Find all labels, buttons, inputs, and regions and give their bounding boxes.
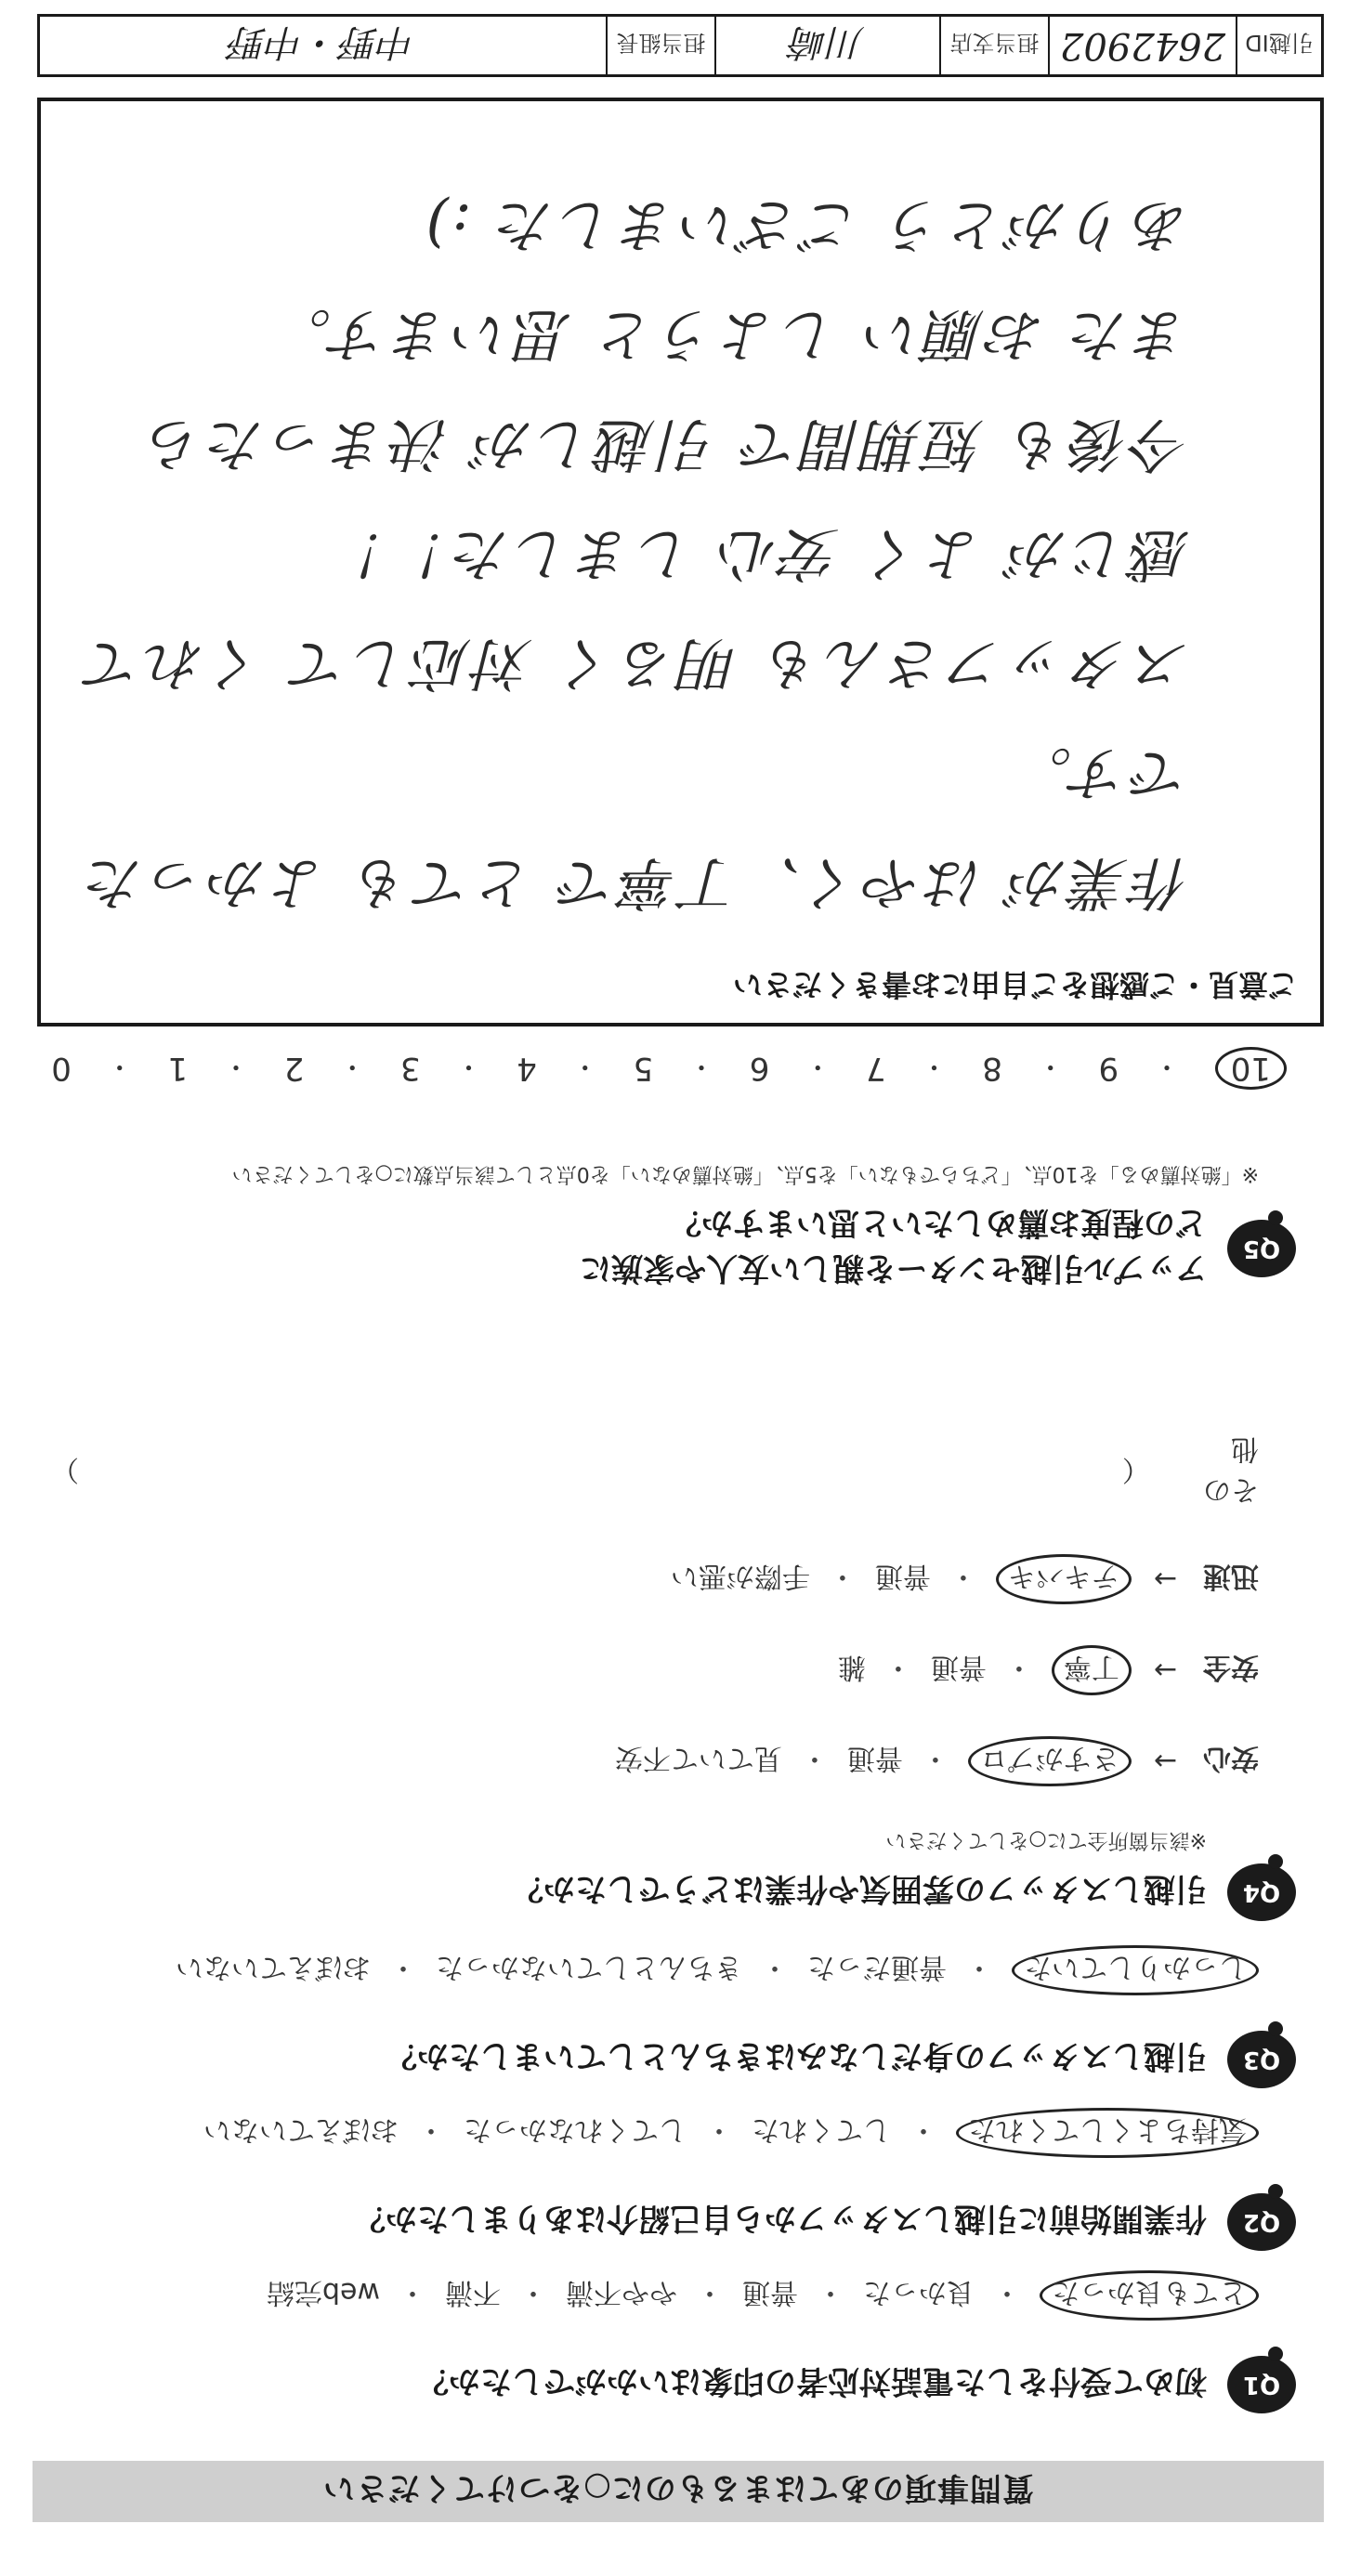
scale-value[interactable]: 5 <box>633 1050 654 1087</box>
q1-option-4[interactable]: やや不満 <box>566 2276 677 2308</box>
scale-value[interactable]: 9 <box>1098 1050 1119 1087</box>
question-q2 <box>51 2108 1296 2251</box>
q1-text: 初めて受付をした電話対応者の印象はいかがでしたか？ <box>417 2362 1207 2400</box>
q3-option-2[interactable]: 普通だった <box>807 1951 947 1983</box>
q2-text: 作業開始前に引越しスタッフから自己紹介はありましたか？ <box>354 2200 1207 2238</box>
person-value: 中野・中野 <box>229 20 416 64</box>
scale-value[interactable]: 8 <box>982 1050 1002 1087</box>
branch-label: 担当支店 <box>939 17 1048 74</box>
q4-other-row: その他 （ ） <box>51 1432 1259 1513</box>
q4-anzen-option-3[interactable]: 雑 <box>837 1651 866 1683</box>
q5-text-line2: どの程度お薦めしたいと思いますか？ <box>670 1204 1207 1241</box>
comment-line: 作業が はやく、丁寧で とても よかった です。 <box>83 739 1190 917</box>
q2-option-2[interactable]: してくれた <box>752 2113 891 2146</box>
q4-anshin-option-3[interactable]: 見ていて不安 <box>614 1742 782 1774</box>
q3-option-1[interactable]: しっかりしていた <box>1012 1945 1259 1995</box>
q1-option-2[interactable]: 良かった <box>863 2276 975 2308</box>
q5-text-line1: アップル引越センターを親しい友人や家族に <box>580 1249 1207 1287</box>
scale-value[interactable]: 1 <box>167 1050 189 1087</box>
q4-row-label: 安全 <box>1203 1651 1259 1683</box>
q1-badge: Q1 <box>1227 2356 1296 2413</box>
comment-line: また お願い しようと 思います。 <box>269 301 1190 369</box>
q1-options: とても良かった ・ 良かった ・ 普通 ・ やや不満 ・ 不満 ・ web完結 <box>51 2270 1259 2321</box>
scale-value[interactable]: 2 <box>283 1050 305 1087</box>
q5-badge: Q5 <box>1227 1220 1296 1277</box>
question-q5 <box>51 1161 1296 1294</box>
q4-jinsoku-option-2[interactable]: 普通 <box>874 1560 931 1592</box>
q5-scale: 10 ・ 9 ・ 8 ・ 7 ・ 6 ・ 5 ・ 4 ・ 3 ・ 2 ・ 1 ・ 0 <box>51 1047 1287 1090</box>
q4-row-jinsoku: 迅速 → テキパキ ・ 普通 ・ 手際が悪い <box>51 1554 1259 1604</box>
comment-box[interactable] <box>37 98 1324 1026</box>
q3-options: しっかりしていた ・ 普通だった ・ きちんとしていなかった ・ おぼえていない <box>51 1945 1259 1995</box>
question-q1 <box>51 2270 1296 2413</box>
question-q3 <box>51 1945 1296 2088</box>
scale-value[interactable]: 10 <box>1215 1047 1287 1090</box>
q4-anshin-option-1[interactable]: さすがプロ <box>968 1736 1132 1786</box>
q2-option-4[interactable]: おぼえていない <box>203 2113 399 2146</box>
q1-option-6[interactable]: web完結 <box>266 2276 380 2308</box>
q1-option-3[interactable]: 普通 <box>742 2276 798 2308</box>
arrow-icon: → <box>1153 1654 1177 1687</box>
id-value: 2642902 <box>1048 17 1236 74</box>
q4-other-label: その他 <box>1203 1432 1259 1506</box>
q3-option-3[interactable]: きちんとしていなかった <box>436 1951 742 1983</box>
comment-line: 感じが よく 安心 しました！！ <box>326 520 1190 588</box>
q4-row-anzen: 安全 → 丁寧 ・ 普通 ・ 雑 <box>51 1645 1259 1695</box>
q5-note: ※「絶対薦める」を10点、「どちらでもない」を5点、「絶対薦めない」を0点として該当点数に○をしてください <box>231 1162 1259 1185</box>
person-label: 担当組長 <box>606 17 714 74</box>
q4-row-label: 迅速 <box>1203 1560 1259 1592</box>
scale-value[interactable]: 7 <box>865 1050 886 1087</box>
scale-value[interactable]: 6 <box>749 1050 770 1087</box>
q4-text: 引越しスタッフの雰囲気や作業はどうでしたか？ <box>512 1870 1207 1908</box>
arrow-icon: → <box>1153 1745 1177 1778</box>
q4-row-label: 安心 <box>1203 1742 1259 1774</box>
comment-line: ありがとう ございました :) <box>422 191 1190 259</box>
scale-value[interactable]: 0 <box>51 1050 72 1087</box>
q4-anzen-option-2[interactable]: 普通 <box>930 1651 987 1683</box>
q4-anshin-option-2[interactable]: 普通 <box>846 1742 903 1774</box>
q3-text: 引越しスタッフの身だしなみはきちんとしていましたか？ <box>386 2037 1207 2075</box>
q1-option-1[interactable]: とても良かった <box>1040 2270 1259 2321</box>
q4-badge: Q4 <box>1227 1863 1296 1921</box>
q2-badge: Q2 <box>1227 2193 1296 2251</box>
id-label: 引越ID <box>1236 17 1321 74</box>
branch-value: 川崎 <box>714 17 939 74</box>
scale-value[interactable]: 3 <box>399 1050 421 1087</box>
comment-line: スタッフさんも 明るく 対応して くれて <box>81 630 1190 698</box>
instruction-band: 質問事項のあてはまるものに○をつけてください <box>33 2461 1324 2522</box>
scale-value[interactable]: 4 <box>517 1050 537 1087</box>
q2-option-1[interactable]: 気持ちよくしてくれた <box>956 2108 1259 2158</box>
q3-option-4[interactable]: おぼえていない <box>176 1951 371 1983</box>
comment-line: 今後も 短期間で 引越しが 決まったら <box>142 411 1190 478</box>
q1-option-5[interactable]: 不満 <box>445 2276 501 2308</box>
q4-row-anshin: 安心 → さすがプロ ・ 普通 ・ 見ていて不安 <box>51 1736 1259 1786</box>
comment-title: ご意見・ご感想をご自由にお書きください <box>732 967 1298 1002</box>
q4-jinsoku-option-1[interactable]: テキパキ <box>996 1554 1132 1604</box>
q4-jinsoku-option-3[interactable]: 手際が悪い <box>670 1560 810 1592</box>
question-q4 <box>51 1432 1296 1921</box>
q2-option-3[interactable]: してくれなかった <box>464 2113 687 2146</box>
q3-badge: Q3 <box>1227 2031 1296 2088</box>
arrow-icon: → <box>1153 1563 1177 1596</box>
footer-table <box>37 14 1324 77</box>
q2-options: 気持ちよくしてくれた ・ してくれた ・ してくれなかった ・ おぼえていない <box>51 2108 1259 2158</box>
q4-note: ※該当箇所全てに○をしてください <box>885 1828 1207 1851</box>
q4-anzen-option-1[interactable]: 丁寧 <box>1052 1645 1132 1695</box>
